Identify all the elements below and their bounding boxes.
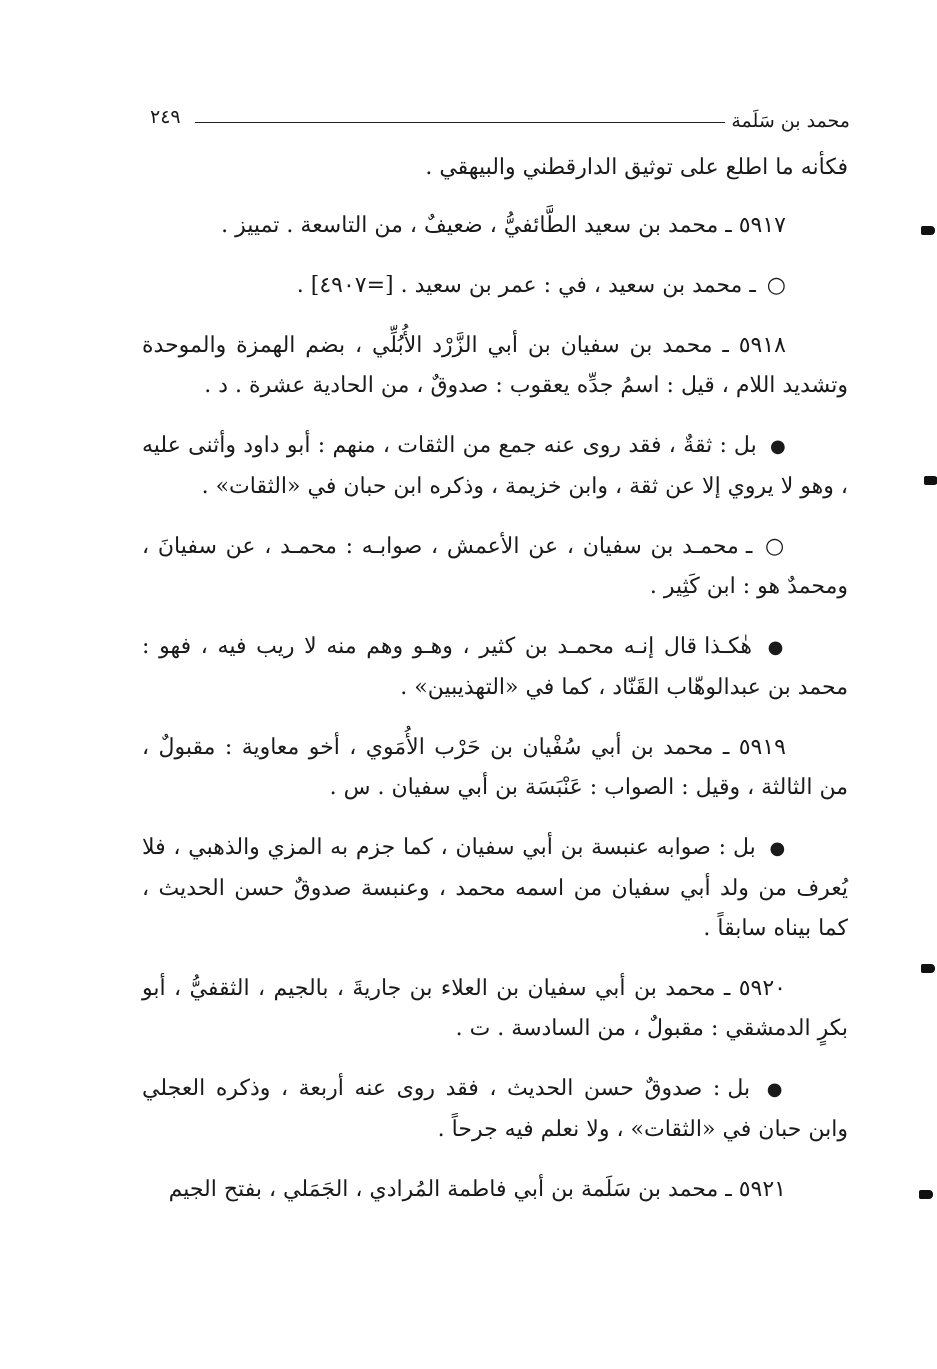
filled-circle-icon: ● [767, 637, 786, 658]
paragraph-text: ٥٩٢١ ـ محمد بن سَلَمة بن أبي فاطمة المُرادي ، الجَمَلي ، بفتح الجيم [168, 1177, 786, 1202]
filled-circle-icon: ● [766, 1079, 786, 1100]
entry-paragraph [142, 326, 848, 406]
running-title: محمد بن سَلَمة [731, 110, 850, 132]
cross-reference-paragraph [142, 527, 848, 607]
page-number: ٢٤٩ [150, 106, 181, 128]
comment-paragraph [142, 627, 848, 708]
cross-reference-paragraph [142, 266, 848, 306]
entry-paragraph [142, 206, 848, 246]
paragraph [142, 148, 848, 188]
page-body [142, 148, 848, 1230]
paragraph-text: ـ محمد بن سعيد ، في : عمر بن سعيد . [=٤٩٠٧] . [296, 273, 756, 298]
paragraph-text: ٥٩١٩ ـ محمد بن أبي سُفْيان بن حَرْب الأُمَوي ، أخو معاوية : مقبولٌ ، من الثالثة ، وقيل : الصواب : عَنْبَسَة بن أبي سفيان . س . [142, 735, 848, 800]
open-circle-icon: ○ [766, 273, 786, 298]
filled-circle-icon: ● [770, 436, 786, 457]
entry-paragraph [142, 1170, 848, 1210]
paragraph-text: بل : صوابه عنبسة بن أبي سفيان ، كما جزم به المزي والذهبي ، فلا يُعرف من ولد أبي سفيان من اسمه محمد ، وعنبسة صدوقٌ حسن الحديث ، كما بيناه سابقاً . [142, 835, 848, 941]
open-circle-icon: ○ [765, 534, 787, 559]
entry-paragraph [142, 728, 848, 808]
margin-mark [921, 964, 935, 973]
paragraph-text: ٥٩١٨ ـ محمد بن سفيان بن أبي الزَّرْد الأُبُلِّي ، بضم الهمزة والموحدة وتشديد اللام ، قيل : اسمُ جدِّه يعقوب : صدوقٌ ، من الحادية عشرة . د . [142, 333, 848, 398]
paragraph-text: بل : صدوقٌ حسن الحديث ، فقد روى عنه أربعة ، وذكره العجلي وابن حبان في «الثقات» ، ولا نعلم فيه جرحاً . [142, 1076, 848, 1142]
comment-paragraph [142, 426, 848, 507]
comment-paragraph [142, 1069, 848, 1150]
margin-mark [921, 226, 935, 235]
paragraph-text: ٥٩١٧ ـ محمد بن سعيد الطَّائفيُّ ، ضعيفٌ ، من التاسعة . تمييز . [221, 213, 786, 238]
paragraph-text: ٥٩٢٠ ـ محمد بن أبي سفيان بن العلاء بن جاريةَ ، بالجيم ، الثقفيُّ ، أبو بكرٍ الدمشقي : مقبولٌ ، من السادسة . ت . [142, 976, 848, 1041]
paragraph-text: فكأنه ما اطلع على توثيق الدارقطني والبيهقي . [425, 155, 848, 180]
header-rule [195, 122, 725, 123]
margin-mark [919, 1190, 933, 1199]
page-header [150, 104, 850, 134]
entry-paragraph [142, 969, 848, 1049]
comment-paragraph [142, 828, 848, 949]
paragraph-text: هٰكـذا قال إنـه محمـد بن كثير ، وهـو وهم منه لا ريب فيه ، فهو : محمد بن عبدالوهّاب القَنّاد ، كما في «التهذيبين» . [142, 634, 848, 700]
margin-mark [924, 476, 937, 485]
filled-circle-icon: ● [769, 838, 786, 859]
paragraph-text: بل : ثقةٌ ، فقد روى عنه جمع من الثقات ، منهم : أبو داود وأثنى عليه ، وهو لا يروي إلا عن ثقة ، وابن خزيمة ، وذكره ابن حبان في «الثقات» . [142, 433, 848, 499]
paragraph-text: ـ محمـد بن سفيان ، عن الأعمش ، صوابـه : محمـد ، عن سفيانَ ، ومحمدٌ هو : ابن كَثِير . [142, 534, 848, 599]
